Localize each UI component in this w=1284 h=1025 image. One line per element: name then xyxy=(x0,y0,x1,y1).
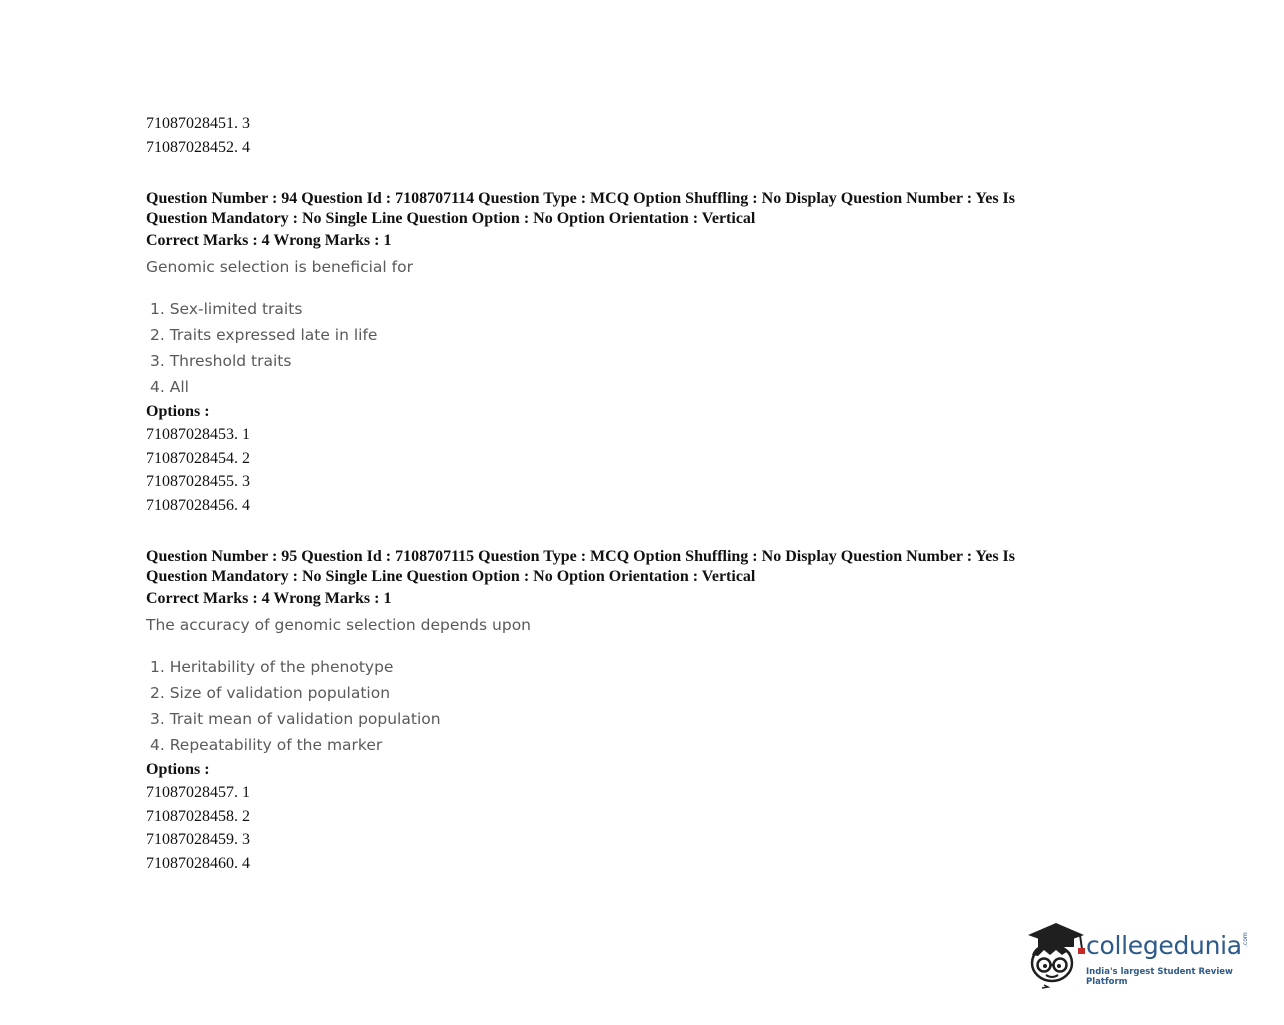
logo-tagline: India's largest Student Review Platform xyxy=(1086,967,1233,987)
choice-item: 2. Traits expressed late in life xyxy=(150,326,378,344)
collegedunia-logo[interactable] xyxy=(1022,915,1262,995)
choice-item: 3. Threshold traits xyxy=(150,352,292,370)
logo-suffix: .com xyxy=(1242,932,1249,947)
choice-item: 2. Size of validation population xyxy=(150,684,391,702)
mascot-icon xyxy=(1022,915,1088,991)
question-block-94 xyxy=(146,189,1146,517)
choice-item: 3. Trait mean of validation population xyxy=(150,710,441,728)
question-meta: Question Mandatory : No Single Line Question Option : No Option Orientation : Vertical xyxy=(146,210,756,227)
question-meta: Question Mandatory : No Single Line Question Option : No Option Orientation : Vertical xyxy=(146,568,756,585)
choice-item: 1. Sex-limited traits xyxy=(150,300,303,318)
choice-item: 4. Repeatability of the marker xyxy=(150,736,383,754)
option-line: 71087028457. 1 xyxy=(146,784,250,801)
option-line: 71087028458. 2 xyxy=(146,807,250,825)
question-text: Genomic selection is beneficial for xyxy=(146,258,413,276)
question-meta: Question Number : 94 Question Id : 7108707114 Question Type : MCQ Option Shuffling : No Display Question Number : Yes Is xyxy=(146,190,1015,207)
logo-wordmark: collegedunia xyxy=(1086,931,1242,960)
options-heading: Options : xyxy=(146,403,210,420)
question-block-95 xyxy=(146,547,1146,875)
choice-list xyxy=(150,654,1146,758)
question-marks: Correct Marks : 4 Wrong Marks : 1 xyxy=(146,590,392,607)
choice-item: 4. All xyxy=(150,378,189,396)
question-text: The accuracy of genomic selection depends upon xyxy=(146,616,531,634)
question-meta: Question Number : 95 Question Id : 7108707115 Question Type : MCQ Option Shuffling : No Display Question Number : Yes Is xyxy=(146,548,1015,565)
choice-list xyxy=(150,296,1146,400)
option-line: 71087028454. 2 xyxy=(146,449,250,467)
option-line: 71087028452. 4 xyxy=(146,138,250,156)
option-line: 71087028451. 3 xyxy=(146,115,250,132)
option-line: 71087028455. 3 xyxy=(146,473,250,490)
question-marks: Correct Marks : 4 Wrong Marks : 1 xyxy=(146,232,392,249)
option-line: 71087028460. 4 xyxy=(146,854,250,872)
document-body xyxy=(146,112,1146,875)
choice-item: 1. Heritability of the phenotype xyxy=(150,658,394,676)
option-line: 71087028459. 3 xyxy=(146,831,250,848)
options-heading: Options : xyxy=(146,761,210,778)
option-line: 71087028456. 4 xyxy=(146,496,250,514)
previous-options xyxy=(146,112,1146,159)
option-line: 71087028453. 1 xyxy=(146,426,250,443)
